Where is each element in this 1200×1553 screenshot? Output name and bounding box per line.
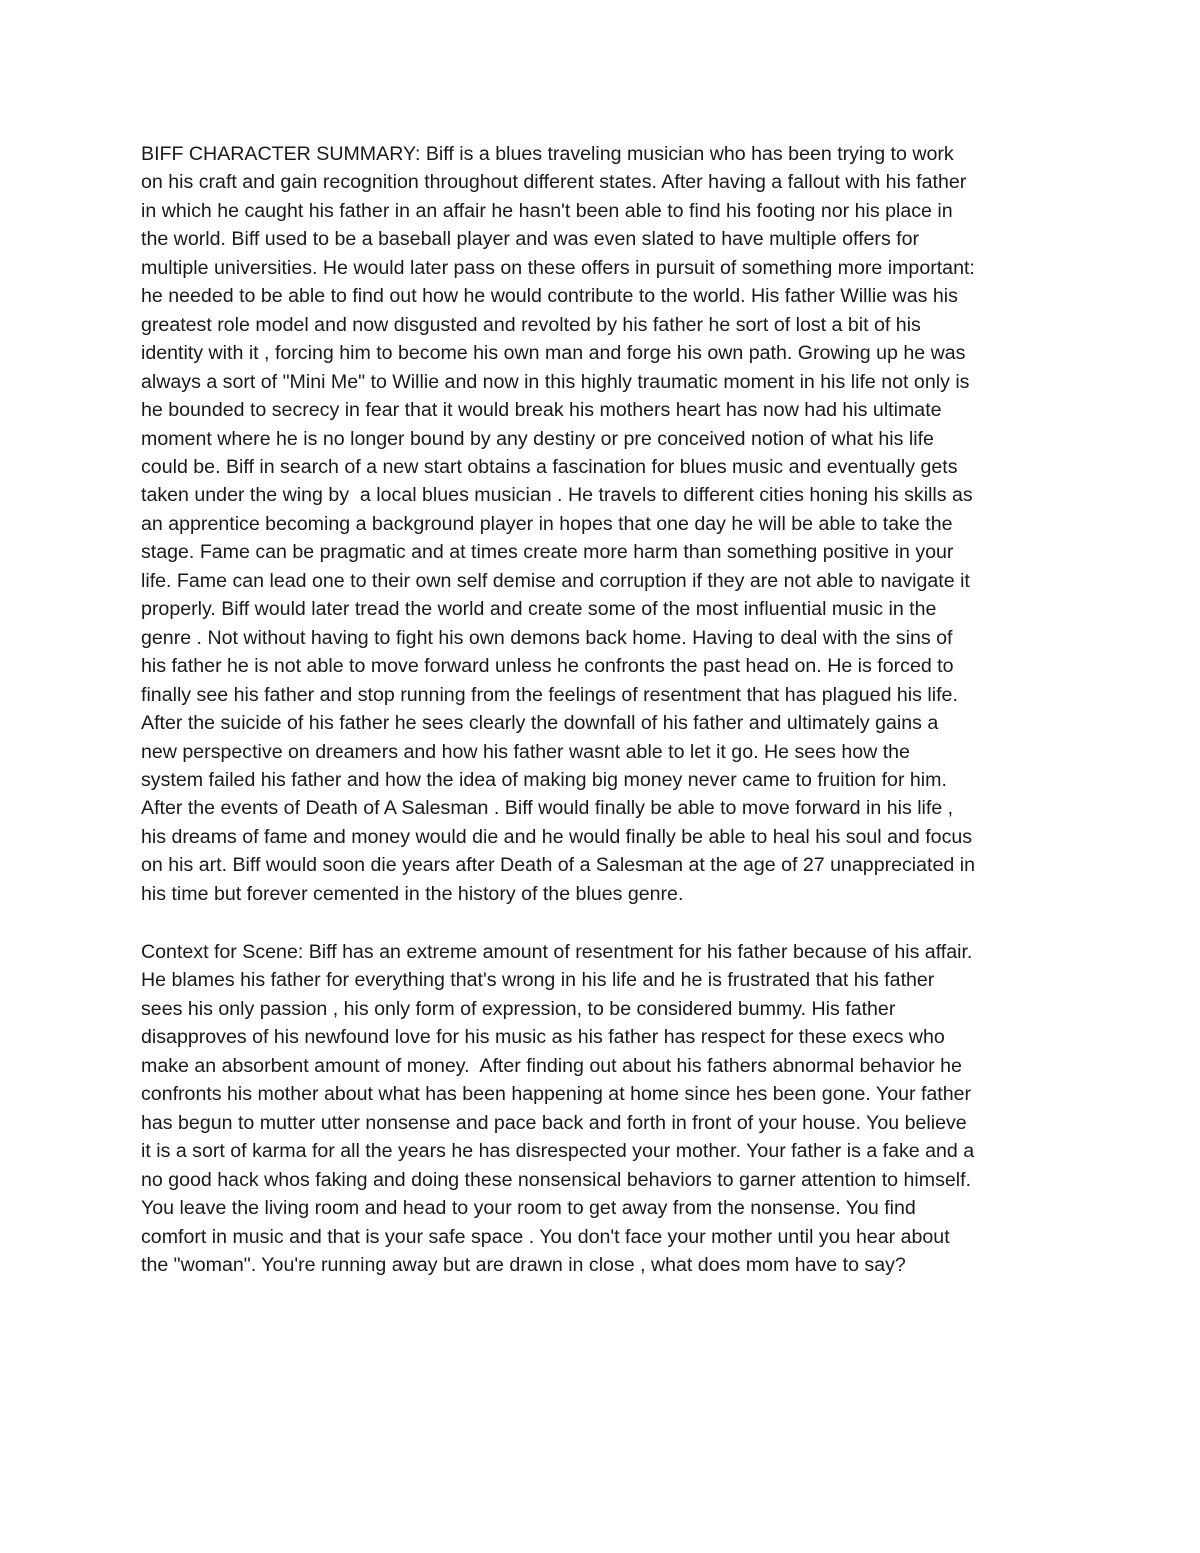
text-line: moment where he is no longer bound by any destiny or pre conceived notion of what his life	[141, 427, 934, 450]
scene-context-paragraph	[141, 938, 1071, 1279]
text-line: always a sort of "Mini Me" to Willie and now in this highly traumatic moment in his life not only is	[141, 370, 970, 393]
text-line: the "woman". You're running away but are drawn in close , what does mom have to say?	[141, 1253, 906, 1276]
text-line: has begun to mutter utter nonsense and pace back and forth in front of your house. You believe	[141, 1111, 967, 1134]
text-line: You leave the living room and head to your room to get away from the nonsense. You find	[141, 1197, 916, 1220]
text-line: in which he caught his father in an affair he hasn't been able to find his footing nor his place in	[141, 199, 953, 222]
text-line: on his craft and gain recognition throughout different states. After having a fallout with his father	[141, 171, 967, 194]
text-line: After the suicide of his father he sees clearly the downfall of his father and ultimately gains a	[141, 712, 939, 735]
text-line: could be. Biff in search of a new start obtains a fascination for blues music and eventually gets	[141, 455, 958, 478]
text-line: sees his only passion , his only form of expression, to be considered bummy. His father	[141, 997, 896, 1020]
text-line: comfort in music and that is your safe space . You don't face your mother until you hear about	[141, 1225, 950, 1248]
text-line: an apprentice becoming a background player in hopes that one day he will be able to take the	[141, 512, 953, 535]
text-line: identity with it , forcing him to become his own man and forge his own path. Growing up he was	[141, 342, 966, 365]
text-line: his father he is not able to move forward unless he confronts the past head on. He is forced to	[141, 655, 954, 678]
text-line: confronts his mother about what has been happening at home since hes been gone. Your father	[141, 1083, 972, 1106]
text-line: new perspective on dreamers and how his father wasnt able to let it go. He sees how the	[141, 740, 910, 763]
text-line: his time but forever cemented in the history of the blues genre.	[141, 882, 684, 905]
text-line: make an absorbent amount of money. After finding out about his fathers abnormal behavior he	[141, 1054, 962, 1077]
text-line: genre . Not without having to fight his own demons back home. Having to deal with the sins of	[141, 626, 953, 649]
text-line: He blames his father for everything that's wrong in his life and he is frustrated that his father	[141, 969, 935, 992]
text-line: stage. Fame can be pragmatic and at times create more harm than something positive in your	[141, 541, 954, 564]
text-line: on his art. Biff would soon die years after Death of a Salesman at the age of 27 unappreciated in	[141, 854, 975, 877]
text-line: the world. Biff used to be a baseball player and was even slated to have multiple offers for	[141, 228, 920, 251]
text-line: finally see his father and stop running from the feelings of resentment that has plagued his life.	[141, 683, 958, 706]
text-line: properly. Biff would later tread the world and create some of the most influential music in the	[141, 598, 937, 621]
text-line: multiple universities. He would later pass on these offers in pursuit of something more important:	[141, 256, 975, 279]
text-line: disapproves of his newfound love for his music as his father has respect for these execs who	[141, 1026, 945, 1049]
text-line: After the events of Death of A Salesman . Biff would finally be able to move forward in his life ,	[141, 797, 954, 820]
text-line: taken under the wing by a local blues musician . He travels to different cities honing his skills as	[141, 484, 973, 507]
text-line: Context for Scene: Biff has an extreme amount of resentment for his father because of his affair.	[141, 941, 973, 963]
character-summary-paragraph	[141, 140, 1071, 908]
text-line: no good hack whos faking and doing these nonsensical behaviors to garner attention to himself.	[141, 1168, 972, 1191]
text-line: he bounded to secrecy in fear that it would break his mothers heart has now had his ultimate	[141, 399, 942, 422]
text-line: it is a sort of karma for all the years he has disrespected your mother. Your father is a fake and a	[141, 1140, 975, 1163]
text-line: his dreams of fame and money would die and he would finally be able to heal his soul and focus	[141, 825, 973, 848]
text-line: system failed his father and how the idea of making big money never came to fruition for him.	[141, 768, 947, 791]
text-line: BIFF CHARACTER SUMMARY: Biff is a blues traveling musician who has been trying to work	[141, 143, 954, 165]
text-line: life. Fame can lead one to their own self demise and corruption if they are not able to navigate it	[141, 569, 970, 592]
text-line: he needed to be able to find out how he would contribute to the world. His father Willie was his	[141, 285, 958, 308]
text-line: greatest role model and now disgusted and revolted by his father he sort of lost a bit of his	[141, 313, 921, 336]
